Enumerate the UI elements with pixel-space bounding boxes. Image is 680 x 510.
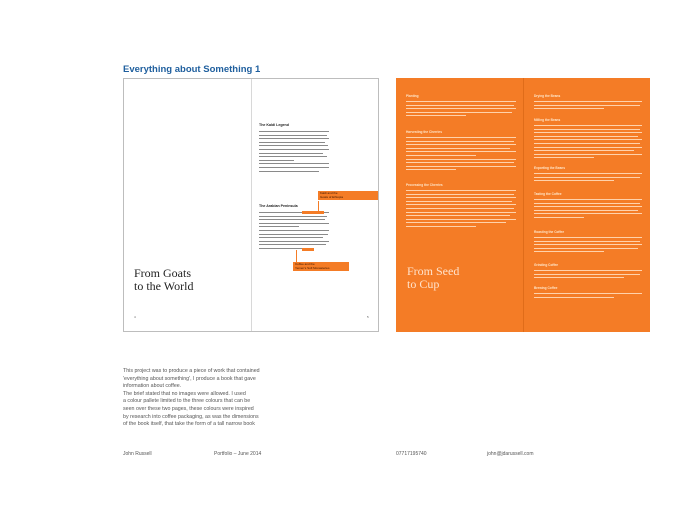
body-text-tasting [534, 199, 642, 221]
footer-name: John Russell [123, 451, 152, 457]
section-heading-exporting: Exporting the Beans [534, 166, 565, 170]
section-heading-drying: Drying the Beans [534, 94, 561, 98]
body-text-drying [534, 101, 642, 112]
footer-portfolio: Portfolio – June 2014 [214, 451, 262, 457]
body-text-brewing [534, 293, 642, 300]
footer-phone: 07717195740 [396, 451, 427, 457]
text-highlight [302, 248, 314, 251]
body-text-planting [406, 101, 516, 119]
section-heading-brewing: Brewing Coffee [534, 286, 558, 290]
callout-leader [296, 250, 297, 262]
section-heading-processing: Processing the Cherries [406, 183, 443, 187]
project-description: This project was to produce a piece of work that contained 'everything about something', I produce a book that gave information about coffee. The brief stated that no images were allowed. I used a colour pallete limited to the three colours that can be seen over these two pages, these colours were inspired by research into coffee packaging, as was the dimensions of the book itself, that take the form of a tall narrow book [123, 368, 260, 428]
section-heading-roasting: Roasting the Coffee [534, 230, 565, 234]
body-text-milling [534, 125, 642, 161]
section-heading-arabian: The Arabian Peninsula [259, 204, 298, 208]
spread-gutter [523, 78, 524, 332]
cover-title-seed: From Seed to Cup [407, 264, 460, 291]
body-text-roasting [534, 237, 642, 255]
body-text-harvesting [406, 137, 516, 173]
text-highlight [302, 211, 324, 214]
body-text-arabian [259, 212, 329, 252]
section-heading-kaldi: The Kaldi Legend [259, 123, 289, 127]
spread-gutter [251, 79, 252, 331]
body-text-grinding [534, 270, 642, 281]
footer-email: john@jdarussell.com [487, 451, 534, 457]
body-text-exporting [534, 173, 642, 184]
section-heading-milling: Milling the Beans [534, 118, 561, 122]
callout-kaldi: Kaldi and the Goats of Ethiopia [318, 191, 378, 200]
body-text-processing [406, 190, 516, 230]
body-text-kaldi [259, 131, 329, 174]
callout-yemen: Coffee and the Yemen's Sufi Monasteries [293, 262, 349, 271]
page-number-right: 5 [367, 315, 369, 319]
section-heading-tasting: Tasting the Coffee [534, 192, 562, 196]
project-title: Everything about Something 1 [123, 64, 261, 75]
page-number-left: 4 [134, 315, 136, 319]
spread-orange [396, 78, 650, 332]
spread-white [123, 78, 379, 332]
section-heading-planting: Planting [406, 94, 419, 98]
section-heading-grinding: Grinding Coffee [534, 263, 559, 267]
section-heading-harvesting: Harvesting the Cherries [406, 130, 442, 134]
cover-title-goats: From Goats to the World [134, 266, 194, 293]
